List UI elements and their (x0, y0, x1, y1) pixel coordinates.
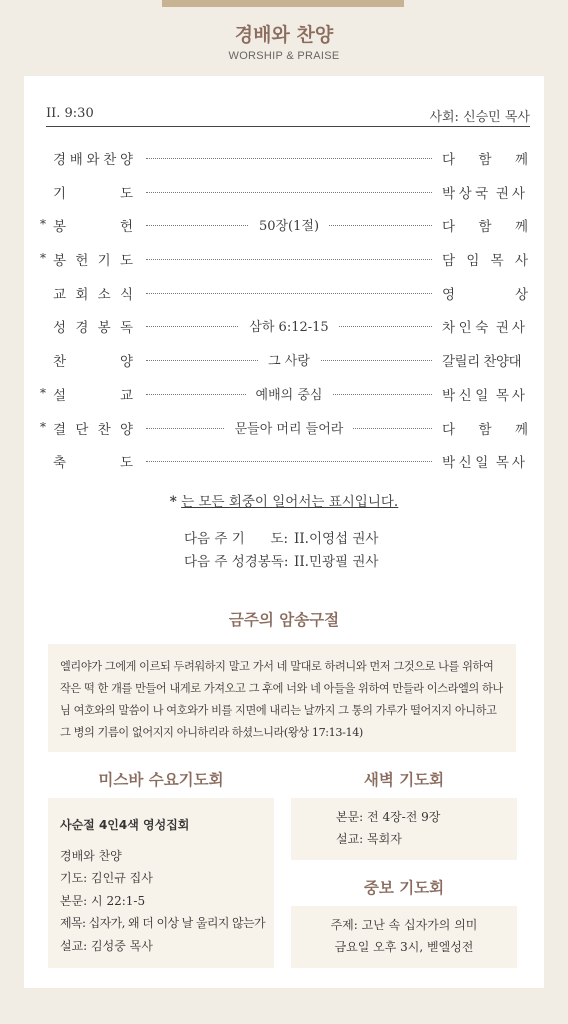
memory-verse-text: 엘리야가 그에게 이르되 두려워하지 말고 가서 네 말대로 하려니와 먼저 그것으로 나를 위하여 작은 떡 한 개를 만들어 내게로 가져오고 그 후에 너와 네 아들을 위하여 만들라 이스라엘의 하나님 여호와의 말씀이 나 여호와가 비를 지면에 내리는 날까지 그 통의 가루가 떨어지지 아니하고 그 병의 기름이 없어지지 아니하리라 하셨느니라(왕상 17:13-14) (60, 660, 503, 739)
order-row (40, 314, 528, 348)
intercession-box (291, 906, 517, 968)
order-detail-wrap (146, 316, 432, 335)
wednesday-title: 미스바 수요기도회 (98, 771, 224, 789)
intercession-line: 금요일 오후 3시, 벧엘성전 (334, 940, 474, 954)
order-label: 봉 헌 (53, 219, 133, 236)
order-value: 갈릴리 찬양대 (442, 354, 522, 371)
leader-dots (146, 213, 432, 237)
note-star: * (169, 494, 177, 510)
standing-star: * (40, 251, 46, 266)
bulletin-card (24, 76, 544, 988)
order-value: 다 함 께 (442, 152, 528, 168)
order-label: 설 교 (53, 387, 133, 404)
wednesday-line: 기도: 김인규 집사 (60, 871, 153, 885)
wednesday-line: 본문: 시 22:1-5 (60, 893, 146, 908)
dotted-line (146, 259, 432, 260)
standing-star: * (40, 385, 46, 400)
dotted-line (146, 293, 432, 294)
order-row (40, 281, 528, 315)
order-detail: 예배의 중심 (246, 388, 333, 403)
order-detail: 그 사랑 (258, 354, 320, 369)
order-detail-wrap (146, 418, 432, 437)
order-value: 차 인 숙 권사 (442, 320, 528, 337)
next-week-info (184, 528, 378, 574)
order-value: 담 임 목 사 (442, 253, 528, 270)
dotted-line (146, 158, 432, 159)
intercession-title: 중보 기도회 (363, 879, 445, 897)
dawn-line: 설교: 목회자 (336, 832, 402, 846)
leader-dots (146, 180, 432, 204)
standing-star: * (40, 217, 46, 232)
order-label: 기 도 (53, 185, 133, 202)
order-row (40, 416, 528, 450)
dawn-box (291, 798, 517, 860)
order-row (40, 213, 528, 247)
order-row (40, 348, 528, 382)
leader-dots (146, 281, 432, 305)
leader-dots (146, 348, 432, 372)
order-detail-wrap (146, 350, 432, 369)
leader-dots (146, 314, 432, 338)
dawn-title: 새벽 기도회 (363, 771, 445, 789)
leader-dots (146, 382, 432, 406)
standing-star: * (40, 419, 46, 434)
order-value: 다 함 께 (442, 421, 528, 438)
wednesday-line: 설교: 김성중 목사 (60, 938, 153, 953)
next-week-reading-label: 다음 주 성경봉독: (184, 554, 289, 570)
service-time: II. 9:30 (46, 106, 94, 121)
standing-note (24, 490, 544, 510)
order-detail-wrap (146, 215, 432, 234)
order-value: 박 상 국 권사 (442, 185, 528, 202)
leader-dots (146, 146, 432, 170)
dotted-line (146, 192, 432, 193)
next-week-reading (184, 551, 378, 574)
intercession-line: 주제: 고난 속 십자가의 의미 (330, 918, 478, 932)
page-title: 경배와 찬양 (234, 24, 334, 46)
dawn-line: 본문: 전 4장-전 9장 (336, 810, 441, 824)
leader-dots (146, 416, 432, 440)
order-label: 결 단 찬 양 (53, 421, 133, 438)
memory-verse-box (48, 644, 516, 752)
order-value: 박 신 일 목사 (442, 455, 528, 472)
note-text: 는 모든 회중이 일어서는 표시입니다. (181, 494, 399, 510)
page-subtitle: WORSHIP & PRAISE (228, 50, 340, 62)
order-value: 영 상 (442, 286, 528, 303)
wednesday-line: 제목: 십자가, 왜 더 이상 날 울리지 않는가 (60, 916, 266, 930)
order-detail: 삼하 6:12-15 (239, 320, 338, 335)
order-value: 박 신 일 목사 (442, 387, 528, 404)
order-row (40, 180, 528, 214)
leader-dots (146, 449, 432, 473)
order-row (40, 146, 528, 180)
order-detail-wrap (146, 384, 432, 403)
order-row (40, 382, 528, 416)
order-label: 교 회 소 식 (53, 286, 133, 303)
next-week-prayer-value: II.이영섭 권사 (294, 531, 379, 547)
order-value: 다 함 께 (442, 219, 528, 236)
top-accent-bar (162, 0, 404, 7)
order-label: 경 배 와 찬 양 (53, 152, 133, 168)
next-week-prayer (184, 528, 378, 551)
wednesday-line: 경배와 찬양 (60, 848, 122, 863)
order-detail: 문들아 머리 들어라 (225, 422, 354, 437)
order-label: 축 도 (53, 455, 133, 472)
wednesday-box (48, 798, 274, 968)
service-leader: 사회: 신승민 목사 (429, 110, 530, 125)
memory-verse-title: 금주의 암송구절 (228, 611, 340, 629)
order-row (40, 449, 528, 483)
wednesday-heading: 사순절 4인4색 영성집회 (60, 818, 190, 832)
order-label: 성 경 봉 독 (53, 320, 133, 337)
leader-dots (146, 247, 432, 271)
dotted-line (146, 461, 432, 462)
order-of-service (40, 146, 528, 483)
order-detail: 50장(1절) (249, 219, 329, 234)
next-week-prayer-label: 다음 주 기 도: (184, 531, 289, 547)
order-label: 봉 헌 기 도 (53, 253, 133, 270)
order-row (40, 247, 528, 281)
next-week-reading-value: II.민광필 권사 (294, 554, 379, 570)
order-label: 찬 양 (53, 354, 133, 371)
service-header (46, 104, 530, 127)
